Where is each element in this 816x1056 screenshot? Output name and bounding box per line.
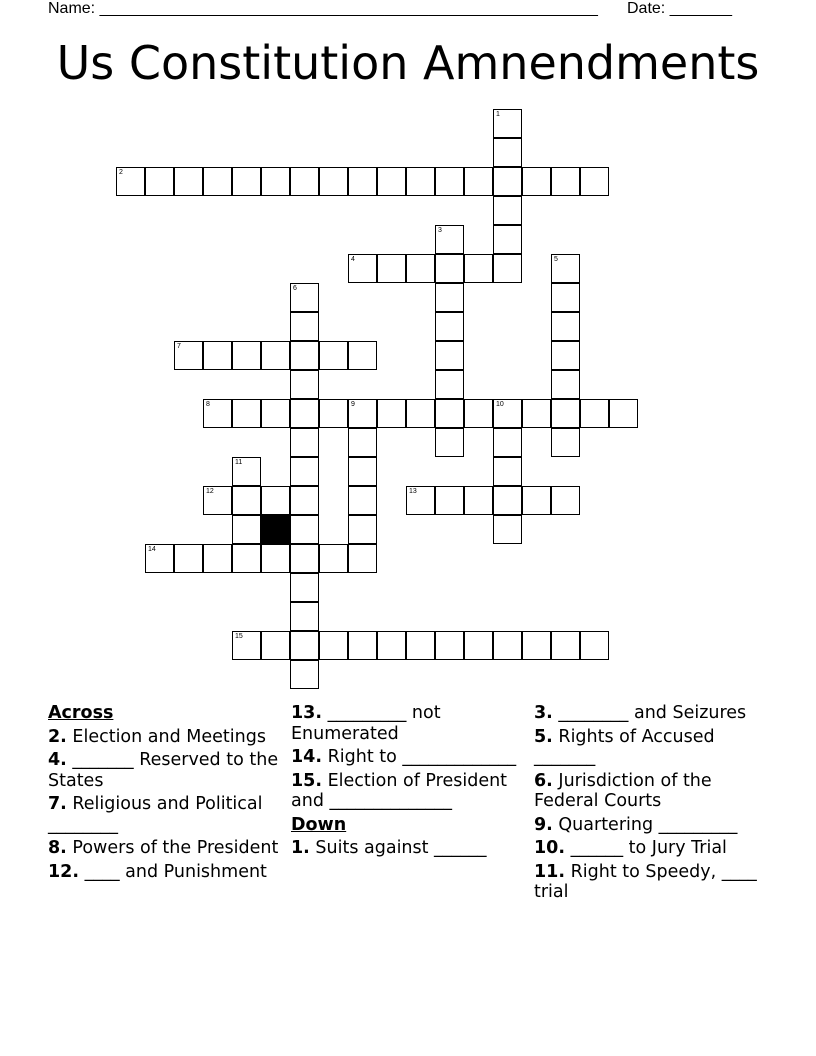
- grid-cell[interactable]: [290, 573, 319, 602]
- grid-cell[interactable]: [290, 312, 319, 341]
- grid-cell[interactable]: [232, 457, 261, 486]
- grid-cell[interactable]: [551, 486, 580, 515]
- clue-text: ____ and Punishment: [84, 861, 267, 882]
- grid-cell[interactable]: [435, 167, 464, 196]
- clue-text: Right to Speedy, ____ trial: [534, 861, 757, 902]
- grid-cell[interactable]: [551, 399, 580, 428]
- grid-cell[interactable]: [290, 341, 319, 370]
- clue-across-14: [291, 747, 531, 768]
- grid-cell[interactable]: [232, 515, 261, 544]
- clue-down-10: [534, 838, 774, 859]
- black-cell: [261, 515, 290, 544]
- grid-cell[interactable]: [232, 167, 261, 196]
- grid-cell[interactable]: [290, 399, 319, 428]
- grid-cell[interactable]: [464, 167, 493, 196]
- grid-cell[interactable]: [261, 341, 290, 370]
- grid-cell[interactable]: [580, 167, 609, 196]
- grid-cell[interactable]: [551, 370, 580, 399]
- grid-cell[interactable]: [232, 486, 261, 515]
- grid-cell[interactable]: [493, 225, 522, 254]
- grid-cell[interactable]: [174, 544, 203, 573]
- clue-across-8: [48, 838, 288, 859]
- grid-cell[interactable]: [290, 631, 319, 660]
- clue-number: 11.: [534, 861, 566, 882]
- grid-cell[interactable]: [319, 544, 348, 573]
- grid-cell[interactable]: [203, 341, 232, 370]
- clue-number: 8.: [48, 838, 67, 858]
- grid-cell[interactable]: [435, 428, 464, 457]
- grid-cell[interactable]: [290, 428, 319, 457]
- down-heading: Down: [291, 814, 347, 835]
- cell-number: 2: [119, 169, 123, 176]
- grid-cell[interactable]: [290, 486, 319, 515]
- clue-number: 7.: [48, 794, 67, 814]
- clue-text: Jurisdiction of the Federal Courts: [534, 770, 712, 811]
- grid-cell[interactable]: [493, 167, 522, 196]
- clue-down-5: [534, 727, 774, 768]
- cell-number: 14: [148, 546, 156, 553]
- clue-down-6: [534, 771, 774, 812]
- cell-number: 8: [206, 401, 210, 408]
- grid-cell[interactable]: [348, 167, 377, 196]
- clue-across-2: [48, 727, 288, 748]
- grid-cell[interactable]: [348, 544, 377, 573]
- grid-cell[interactable]: [464, 486, 493, 515]
- clue-number: 2.: [48, 726, 67, 747]
- grid-cell[interactable]: [348, 399, 377, 428]
- grid-cell[interactable]: [406, 254, 435, 283]
- grid-cell[interactable]: [261, 544, 290, 573]
- grid-cell[interactable]: [377, 167, 406, 196]
- grid-cell[interactable]: [174, 167, 203, 196]
- clue-down-1: [291, 838, 531, 859]
- cell-number: 6: [293, 285, 297, 292]
- clue-text: Religious and Political ________: [48, 794, 263, 835]
- clue-text: Suits against ______: [315, 838, 487, 858]
- clue-text: Powers of the President: [72, 838, 279, 858]
- grid-cell[interactable]: [203, 544, 232, 573]
- grid-cell[interactable]: [203, 167, 232, 196]
- grid-cell[interactable]: [232, 631, 261, 660]
- grid-cell[interactable]: [522, 486, 551, 515]
- clue-number: 3.: [534, 703, 553, 723]
- grid-cell[interactable]: [290, 283, 319, 312]
- grid-cell[interactable]: [261, 399, 290, 428]
- grid-cell[interactable]: [493, 486, 522, 515]
- grid-cell[interactable]: [203, 486, 232, 515]
- grid-cell[interactable]: [261, 167, 290, 196]
- clue-number: 10.: [534, 838, 566, 858]
- grid-cell[interactable]: [435, 312, 464, 341]
- grid-cell[interactable]: [406, 167, 435, 196]
- grid-cell[interactable]: [435, 486, 464, 515]
- clue-number: 4.: [48, 750, 67, 770]
- grid-cell[interactable]: [493, 138, 522, 167]
- grid-cell[interactable]: [551, 254, 580, 283]
- grid-cell[interactable]: [435, 225, 464, 254]
- clue-number: 9.: [534, 814, 553, 835]
- grid-cell[interactable]: [522, 631, 551, 660]
- grid-cell[interactable]: [435, 254, 464, 283]
- cell-number: 5: [554, 256, 558, 263]
- grid-cell[interactable]: [551, 341, 580, 370]
- grid-cell[interactable]: [493, 631, 522, 660]
- grid-cell[interactable]: [406, 631, 435, 660]
- clue-number: 13.: [291, 703, 323, 723]
- cell-number: 3: [438, 227, 442, 234]
- clue-text: _______ Reserved to the States: [48, 750, 279, 791]
- cell-number: 9: [351, 401, 355, 408]
- clue-number: 6.: [534, 770, 553, 791]
- grid-cell[interactable]: [348, 428, 377, 457]
- clue-across-15: [291, 771, 531, 812]
- grid-cell[interactable]: [493, 428, 522, 457]
- clue-text: ______ to Jury Trial: [570, 838, 727, 858]
- grid-cell[interactable]: [319, 341, 348, 370]
- clue-number: 12.: [48, 861, 80, 882]
- grid-cell[interactable]: [493, 457, 522, 486]
- grid-cell[interactable]: [232, 399, 261, 428]
- grid-cell[interactable]: [232, 544, 261, 573]
- clue-across-7: [48, 794, 288, 835]
- grid-cell[interactable]: [348, 486, 377, 515]
- grid-cell[interactable]: [464, 254, 493, 283]
- cell-number: 1: [496, 111, 500, 118]
- across-heading: Across: [48, 703, 114, 723]
- grid-cell[interactable]: [551, 283, 580, 312]
- grid-cell[interactable]: [464, 631, 493, 660]
- clue-across-12: [48, 862, 288, 883]
- grid-cell[interactable]: [406, 486, 435, 515]
- clue-down-9: [534, 815, 774, 836]
- grid-cell[interactable]: [348, 457, 377, 486]
- clue-text: ________ and Seizures: [558, 703, 747, 723]
- grid-cell[interactable]: [348, 515, 377, 544]
- clue-column-3: [534, 703, 774, 906]
- date-field-label: Date: _______: [627, 0, 732, 17]
- grid-cell[interactable]: [290, 515, 319, 544]
- cell-number: 13: [409, 488, 417, 495]
- clue-column-1: [48, 703, 288, 885]
- grid-cell[interactable]: [319, 631, 348, 660]
- grid-cell[interactable]: [435, 370, 464, 399]
- grid-cell[interactable]: [580, 399, 609, 428]
- grid-cell[interactable]: [493, 399, 522, 428]
- clue-number: 15.: [291, 770, 323, 791]
- grid-cell[interactable]: [435, 399, 464, 428]
- clue-down-11: [534, 862, 774, 903]
- grid-cell[interactable]: [319, 167, 348, 196]
- grid-cell[interactable]: [435, 631, 464, 660]
- grid-cell[interactable]: [203, 399, 232, 428]
- grid-cell[interactable]: [551, 312, 580, 341]
- clue-column-2: [291, 703, 531, 862]
- clue-number: 5.: [534, 726, 553, 747]
- cell-number: 10: [496, 401, 504, 408]
- grid-cell[interactable]: [377, 254, 406, 283]
- grid-cell[interactable]: [116, 167, 145, 196]
- grid-cell[interactable]: [493, 515, 522, 544]
- page-title: Us Constitution Amnendments: [56, 36, 760, 90]
- grid-cell[interactable]: [319, 399, 348, 428]
- grid-cell[interactable]: [493, 196, 522, 225]
- grid-cell[interactable]: [145, 544, 174, 573]
- clue-text: Election and Meetings: [72, 726, 266, 747]
- clue-number: 14.: [291, 747, 323, 767]
- grid-cell[interactable]: [493, 254, 522, 283]
- clue-number: 1.: [291, 838, 310, 858]
- cell-number: 7: [177, 343, 181, 350]
- grid-cell[interactable]: [522, 399, 551, 428]
- grid-cell[interactable]: [261, 486, 290, 515]
- grid-cell[interactable]: [174, 341, 203, 370]
- clue-text: Rights of Accused _______: [534, 726, 715, 767]
- grid-cell[interactable]: [290, 167, 319, 196]
- grid-cell[interactable]: [348, 631, 377, 660]
- grid-cell[interactable]: [145, 167, 174, 196]
- grid-cell[interactable]: [406, 399, 435, 428]
- grid-cell[interactable]: [377, 399, 406, 428]
- grid-cell[interactable]: [435, 341, 464, 370]
- clue-down-3: [534, 703, 774, 724]
- grid-cell[interactable]: [290, 602, 319, 631]
- clue-text: Election of President and ______________: [291, 770, 508, 811]
- cell-number: 11: [235, 459, 243, 466]
- grid-cell[interactable]: [551, 167, 580, 196]
- clue-text: _________ not Enumerated: [291, 703, 441, 744]
- grid-cell[interactable]: [377, 631, 406, 660]
- grid-cell[interactable]: [290, 457, 319, 486]
- grid-cell[interactable]: [435, 283, 464, 312]
- cell-number: 15: [235, 633, 243, 640]
- clue-text: Right to _____________: [327, 747, 517, 767]
- name-field-label: Name: ________________________________________________________: [48, 0, 598, 17]
- grid-cell[interactable]: [580, 631, 609, 660]
- grid-cell[interactable]: [290, 544, 319, 573]
- clue-across-13: [291, 703, 531, 744]
- grid-cell[interactable]: [261, 631, 290, 660]
- clue-across-4: [48, 750, 288, 791]
- grid-cell[interactable]: [290, 660, 319, 689]
- grid-cell[interactable]: [348, 341, 377, 370]
- clue-text: Quartering _________: [558, 814, 738, 835]
- grid-cell[interactable]: [464, 399, 493, 428]
- grid-cell[interactable]: [348, 254, 377, 283]
- cell-number: 12: [206, 488, 214, 495]
- grid-cell[interactable]: [290, 370, 319, 399]
- grid-cell[interactable]: [551, 631, 580, 660]
- cell-number: 4: [351, 256, 355, 263]
- grid-cell[interactable]: [551, 428, 580, 457]
- grid-cell[interactable]: [493, 109, 522, 138]
- grid-cell[interactable]: [609, 399, 638, 428]
- grid-cell[interactable]: [522, 167, 551, 196]
- grid-cell[interactable]: [232, 341, 261, 370]
